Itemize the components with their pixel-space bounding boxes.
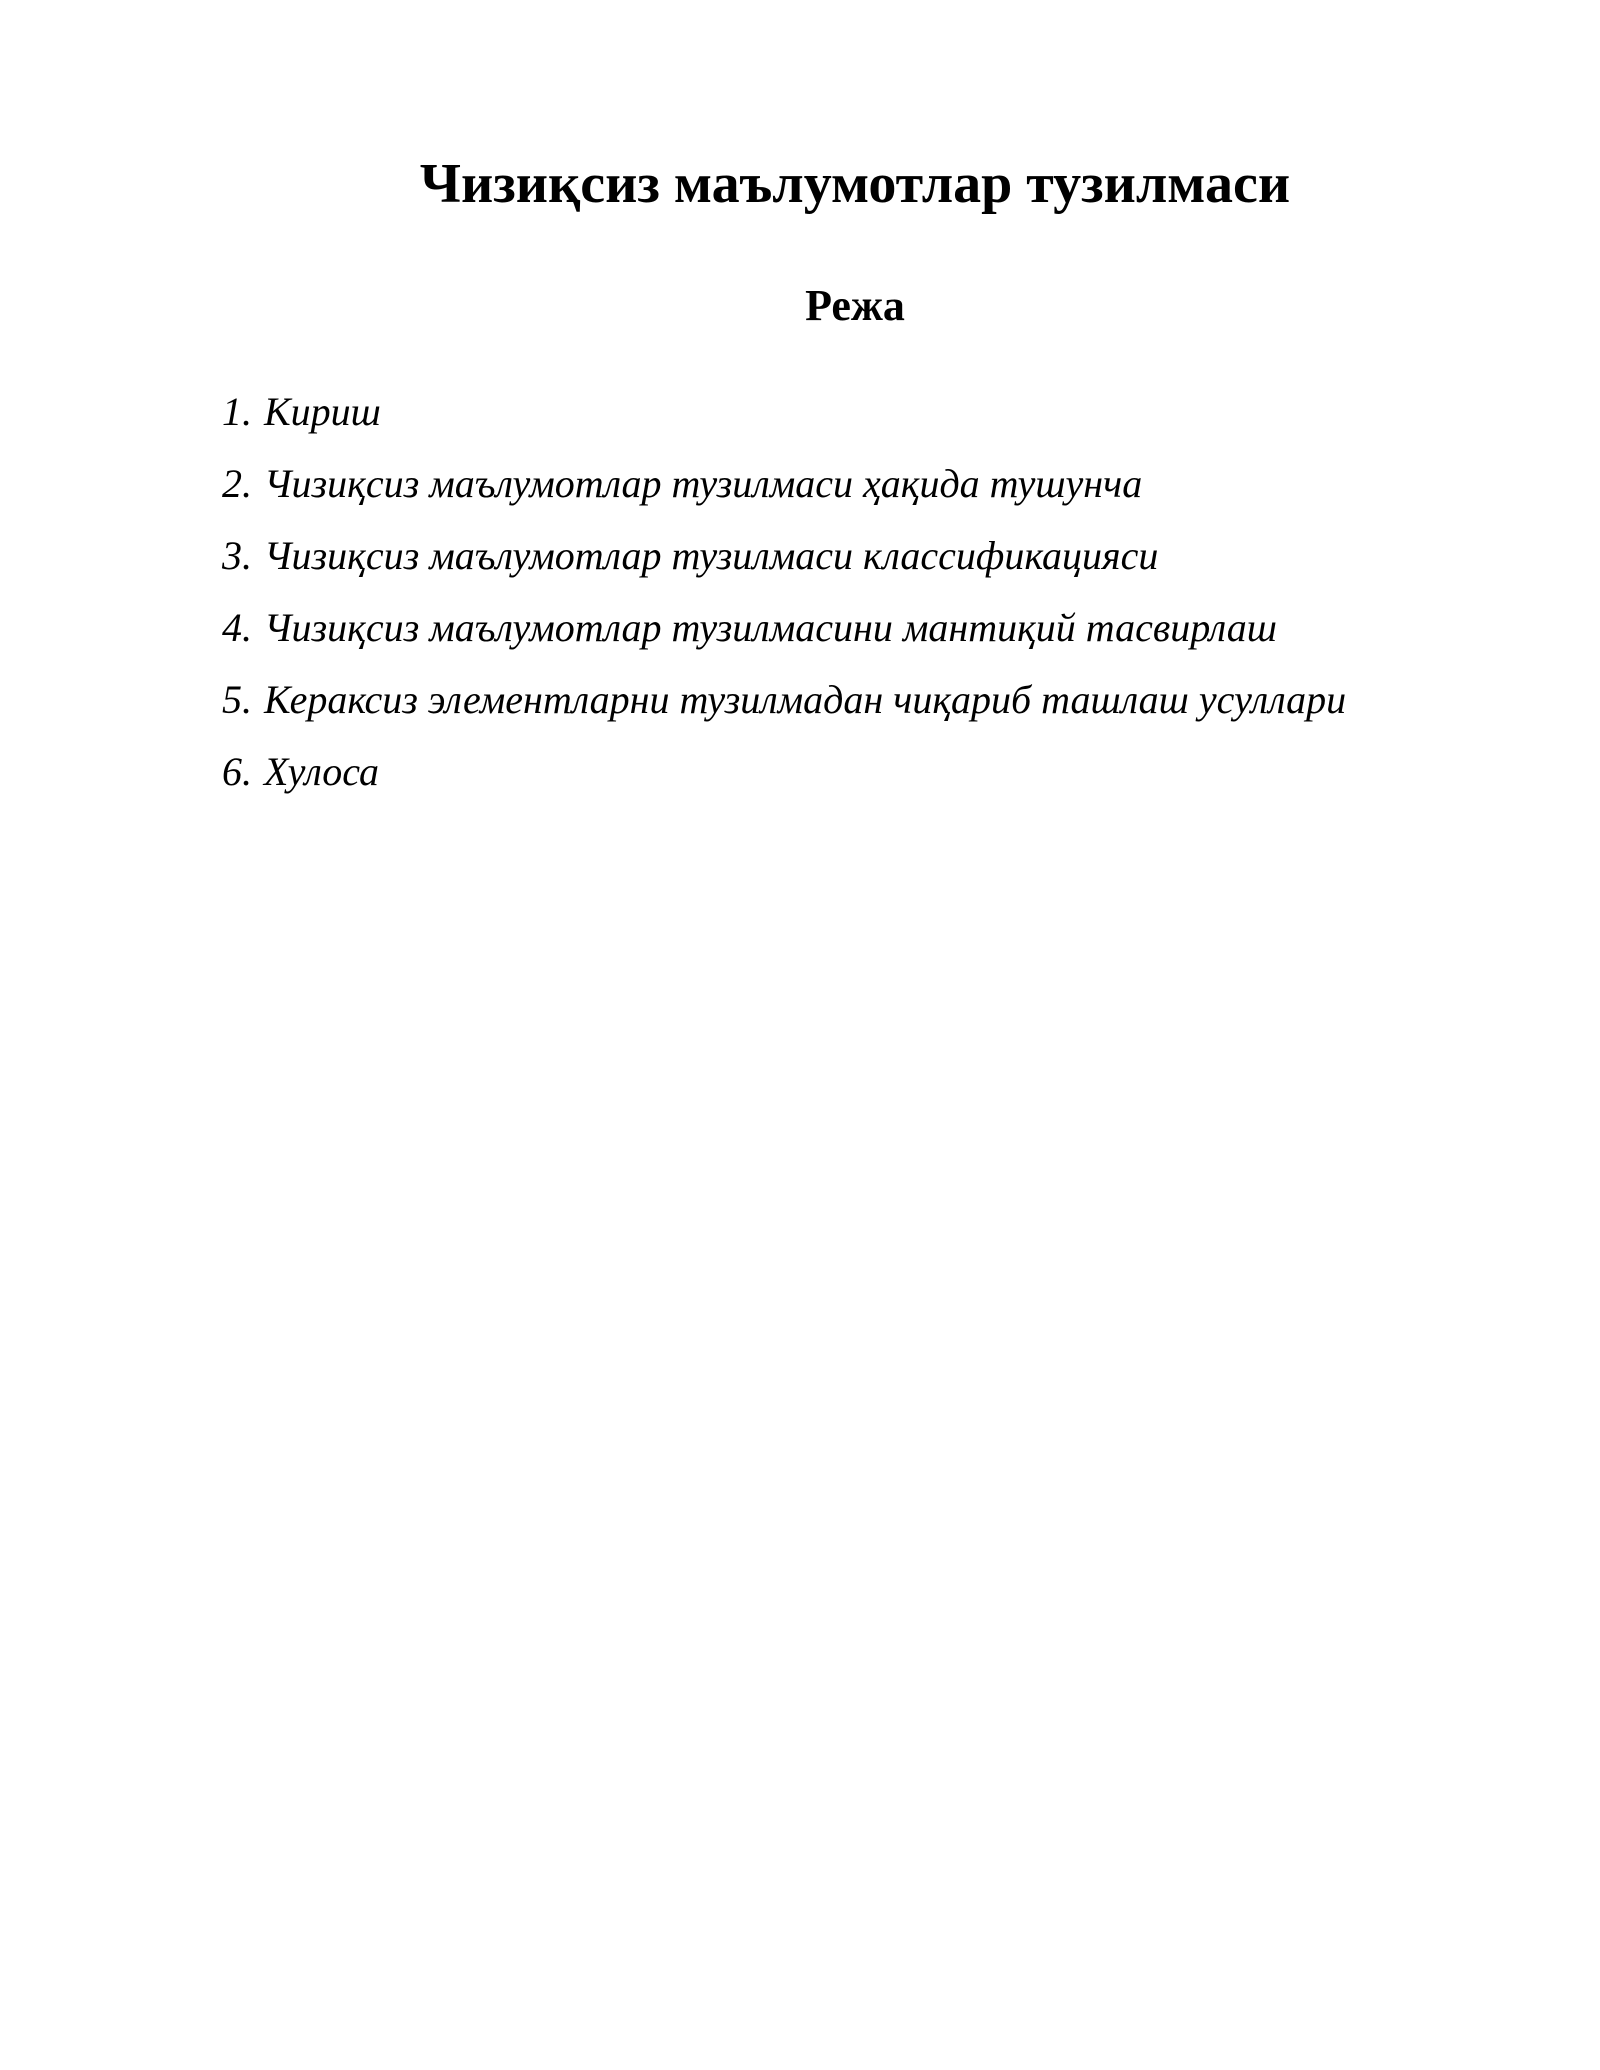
plan-item-text: Хулоса bbox=[264, 749, 379, 794]
plan-item-text: Кириш bbox=[264, 389, 381, 434]
plan-item-5 bbox=[222, 676, 1346, 724]
plan-item-number: 5. bbox=[222, 677, 252, 722]
plan-item-1 bbox=[222, 388, 1346, 436]
plan-list bbox=[222, 388, 1346, 820]
plan-item-number: 3. bbox=[222, 533, 252, 578]
plan-item-number: 1. bbox=[222, 389, 252, 434]
plan-item-number: 4. bbox=[222, 605, 252, 650]
plan-item-2 bbox=[222, 460, 1346, 508]
plan-item-text: Чизиқсиз маълумотлар тузилмаси ҳақида тушунча bbox=[264, 461, 1143, 506]
plan-item-text: Чизиқсиз маълумотлар тузилмасини мантиқий тасвирлаш bbox=[264, 605, 1277, 650]
document-title: Чизиқсиз маълумотлар тузилмаси bbox=[419, 153, 1291, 215]
plan-item-number: 6. bbox=[222, 749, 252, 794]
plan-item-4 bbox=[222, 604, 1346, 652]
plan-item-text: Чизиқсиз маълумотлар тузилмаси классификацияси bbox=[264, 533, 1159, 578]
plan-item-6 bbox=[222, 748, 1346, 796]
plan-item-text: Кераксиз элементларни тузилмадан чиқариб ташлаш усуллари bbox=[264, 677, 1347, 722]
plan-item-number: 2. bbox=[222, 461, 252, 506]
plan-item-3 bbox=[222, 532, 1346, 580]
plan-heading: Режа bbox=[805, 281, 905, 330]
